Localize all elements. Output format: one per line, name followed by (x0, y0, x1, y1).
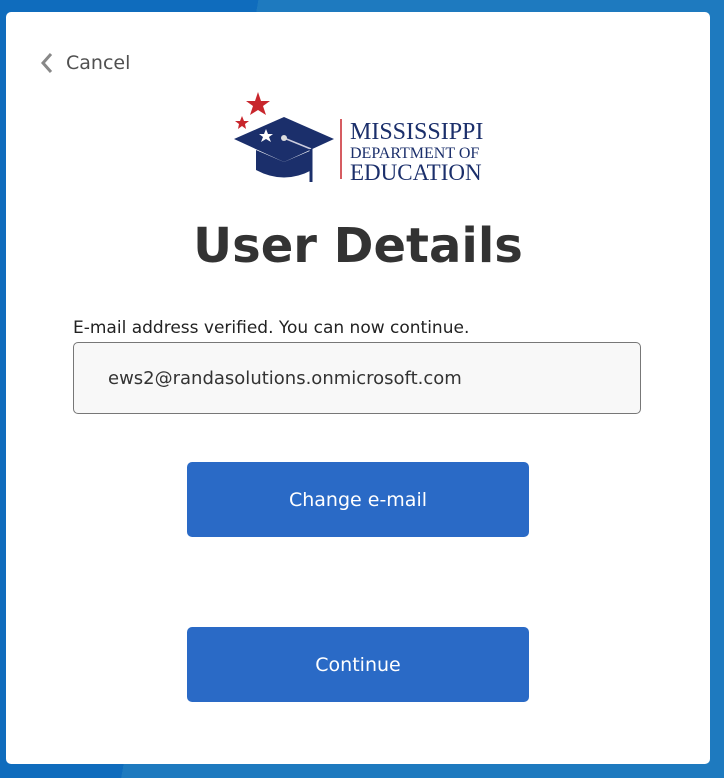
svg-text:MISSISSIPPI: MISSISSIPPI (350, 119, 484, 145)
continue-button[interactable]: Continue (187, 627, 529, 702)
svg-text:DEPARTMENT OF: DEPARTMENT OF (350, 145, 480, 162)
cancel-link[interactable] (40, 52, 130, 74)
mississippi-department-of-education-logo (226, 87, 506, 192)
user-details-card (6, 12, 710, 764)
cancel-label: Cancel (66, 52, 131, 74)
verification-status-message: E-mail address verified. You can now continue. (73, 318, 470, 338)
change-email-button[interactable]: Change e-mail (187, 462, 529, 537)
email-field[interactable]: ews2@randasolutions.onmicrosoft.com (73, 342, 641, 414)
star-icon (235, 116, 249, 129)
svg-text:EDUCATION: EDUCATION (350, 160, 482, 185)
chevron-left-icon (40, 52, 54, 74)
page-title: User Details (193, 218, 523, 274)
star-icon (246, 92, 270, 115)
